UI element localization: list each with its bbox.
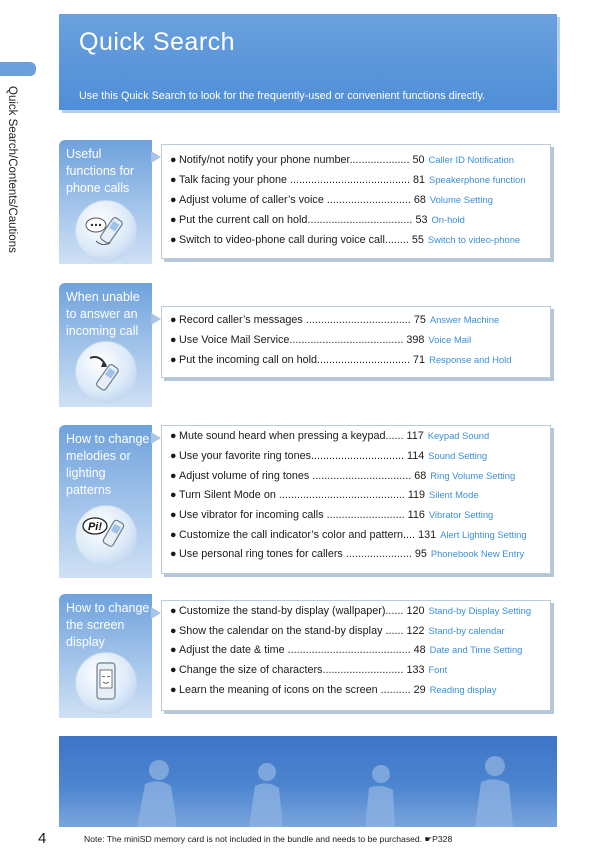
function-name: Stand-by calendar: [428, 625, 505, 636]
list-item[interactable]: ● Put the incoming call on hold............................... 71 Response and Hold: [170, 354, 512, 366]
function-name: Silent Mode: [429, 489, 479, 500]
category-label: When unable to answer an incoming call: [66, 290, 140, 338]
function-name: Response and Hold: [429, 354, 512, 365]
phone-ring-icon: [75, 505, 137, 567]
page-reference: 75: [413, 314, 426, 326]
page-reference: 117: [406, 430, 424, 442]
function-name: On-hold: [431, 214, 465, 225]
section-screen-display: [59, 594, 557, 718]
side-section-label: Quick Search/Contents/Cautions: [6, 86, 18, 253]
list-item[interactable]: ● Talk facing your phone ........................................ 81 Speakerphone function: [170, 174, 526, 186]
function-name: Voice Mail: [428, 334, 472, 345]
list-item[interactable]: ● Use your favorite ring tones............................... 114 Sound Setting: [170, 450, 488, 462]
page-reference: 68: [414, 470, 427, 482]
function-name: Speakerphone function: [429, 174, 526, 185]
function-name: Phonebook New Entry: [430, 548, 525, 559]
function-list: [161, 600, 551, 711]
page-reference: 398: [406, 334, 425, 346]
page-description: Use this Quick Search to look for the frequently-used or convenient functions directly.: [79, 90, 486, 102]
function-list: [161, 306, 551, 378]
footer-illustration: [59, 736, 557, 827]
page-reference: 71: [413, 354, 426, 366]
side-tab-marker: [0, 62, 36, 76]
function-name: Reading display: [429, 684, 497, 695]
page-reference: 119: [407, 489, 426, 501]
function-name: Ring Volume Setting: [430, 470, 516, 481]
list-item[interactable]: ● Customize the call indicator’s color and pattern.... 131 Alert Lighting Setting: [170, 529, 527, 541]
category-label: How to change the screen display: [66, 601, 150, 649]
function-name: Vibrator Setting: [428, 509, 494, 520]
list-item[interactable]: ● Adjust volume of ring tones ................................. 68 Ring Volume Setting: [170, 470, 516, 482]
list-item[interactable]: ● Use Voice Mail Service...................................... 398 Voice Mail: [170, 334, 472, 346]
category-panel: [59, 425, 152, 578]
category-label: How to change melodies or lighting patterns: [66, 432, 150, 497]
page-reference: 131: [418, 529, 437, 541]
list-item[interactable]: ● Adjust volume of caller’s voice ............................ 68 Volume Setting: [170, 194, 493, 206]
page-reference: 122: [406, 625, 425, 637]
function-name: Sound Setting: [428, 450, 488, 461]
list-item[interactable]: ● Mute sound heard when pressing a keypad...... 117 Keypad Sound: [170, 430, 490, 442]
function-name: Volume Setting: [429, 194, 493, 205]
function-name: Answer Machine: [429, 314, 500, 325]
page-number: 4: [38, 830, 47, 847]
page-reference: 116: [407, 509, 425, 521]
list-item[interactable]: ● Record caller’s messages ................................... 75 Answer Machine: [170, 314, 500, 326]
list-item[interactable]: ● Change the size of characters........................... 133 Font: [170, 664, 448, 676]
section-phone-calls: [59, 140, 557, 264]
function-name: Date and Time Setting: [429, 644, 523, 655]
page-reference: 29: [413, 684, 426, 696]
page-reference: 55: [411, 234, 424, 246]
list-item[interactable]: ● Customize the stand-by display (wallpaper)...... 120 Stand-by Display Setting: [170, 605, 532, 617]
footer-note: Note: The miniSD memory card is not included in the bundle and needs to be purchased. ☛P328: [84, 834, 453, 844]
pi-sound-label: Pi!: [87, 521, 103, 533]
list-item[interactable]: ● Show the calendar on the stand-by display ...... 122 Stand-by calendar: [170, 625, 505, 637]
page-reference: 114: [407, 450, 425, 462]
phone-talk-icon: [75, 200, 137, 262]
page-reference: 133: [406, 664, 425, 676]
list-item[interactable]: ● Learn the meaning of icons on the screen .......... 29 Reading display: [170, 684, 497, 696]
section-melodies-lighting: [59, 425, 557, 578]
list-item[interactable]: ● Use personal ring tones for callers ...................... 95 Phonebook New Entry: [170, 548, 525, 560]
list-item[interactable]: ● Use vibrator for incoming calls .......................... 116 Vibrator Setting: [170, 509, 494, 521]
header-banner: [59, 14, 557, 110]
section-missed-calls: [59, 283, 557, 407]
list-item[interactable]: ● Turn Silent Mode on .......................................... 119 Silent Mode: [170, 489, 479, 501]
list-item[interactable]: ● Notify/not notify your phone number.................... 50 Caller ID Notification: [170, 154, 514, 166]
list-item[interactable]: ● Adjust the date & time ......................................... 48 Date and Time Setting: [170, 644, 523, 656]
function-list: [161, 144, 551, 259]
function-name: Stand-by Display Setting: [428, 605, 532, 616]
list-item[interactable]: ● Put the current call on hold................................... 53 On-hold: [170, 214, 465, 226]
page-title: Quick Search: [79, 28, 236, 56]
page-reference: 68: [413, 194, 426, 206]
function-name: Keypad Sound: [427, 430, 490, 441]
function-list: [161, 425, 551, 574]
list-item[interactable]: ● Switch to video-phone call during voice call........ 55 Switch to video-phone: [170, 234, 521, 246]
category-label: Useful functions for phone calls: [66, 147, 135, 195]
phone-answer-icon: [75, 341, 137, 403]
phone-screen-icon: [75, 652, 137, 714]
page-reference: 50: [412, 154, 425, 166]
function-name: Caller ID Notification: [428, 154, 514, 165]
function-name: Alert Lighting Setting: [440, 529, 527, 540]
function-name: Font: [428, 664, 448, 675]
page-reference: 81: [413, 174, 426, 186]
page-reference: 95: [414, 548, 427, 560]
category-panel: [59, 140, 152, 264]
page-reference: 48: [413, 644, 426, 656]
page-reference: 120: [406, 605, 425, 617]
category-panel: [59, 594, 152, 718]
category-panel: [59, 283, 152, 407]
function-name: Switch to video-phone: [427, 234, 521, 245]
page-reference: 53: [415, 214, 428, 226]
